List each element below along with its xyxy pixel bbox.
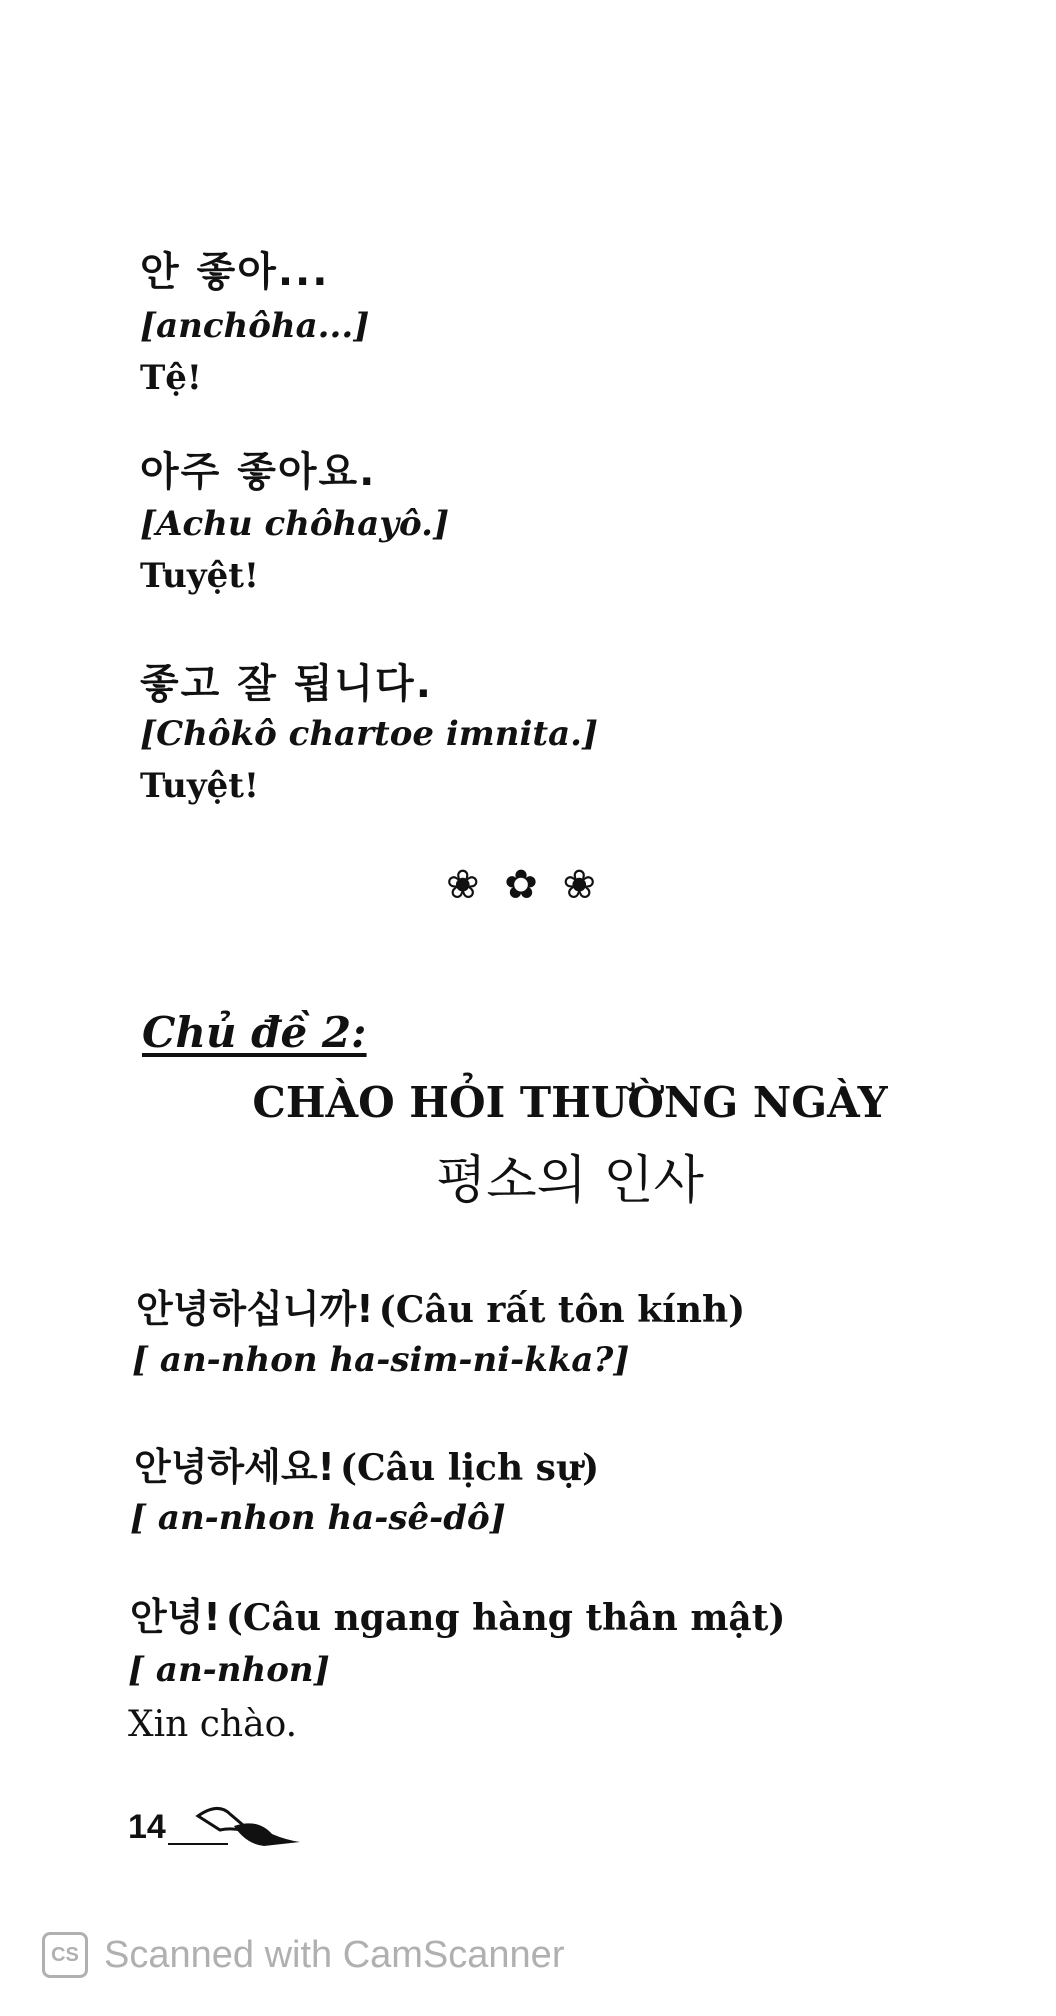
phrase-vietnamese: Tuyệt! xyxy=(140,556,259,596)
phrase-vietnamese: Tệ! xyxy=(140,358,202,398)
greeting-entry xyxy=(136,1278,745,1333)
topic-korean-title: 평소의 인사 xyxy=(436,1151,704,1211)
page-ornament-icon xyxy=(168,1796,308,1852)
phrase-korean: 안 좋아... xyxy=(140,249,330,295)
topic-label: Chủ đề 2: xyxy=(142,1008,367,1057)
topic-title: CHÀO HỎI THƯỜNG NGÀY xyxy=(252,1078,888,1127)
greeting-entry xyxy=(134,1436,599,1491)
phrase-romanization: [Achu chôhayô.] xyxy=(140,504,450,544)
greeting-note: (Câu ngang hàng thân mật) xyxy=(225,1597,786,1639)
watermark-text: Scanned with CamScanner xyxy=(104,1934,565,1976)
flower-divider-icon: ❀ ✿ ❀ xyxy=(446,862,602,908)
greeting-note: (Câu lịch sự) xyxy=(339,1447,600,1489)
greeting-korean: 안녕하세요! xyxy=(134,1445,335,1489)
greeting-romanization: [ an-nhon ha-sim-ni-kka?] xyxy=(132,1340,630,1380)
greeting-romanization: [ an-nhon ha-sê-dô] xyxy=(130,1498,506,1538)
greeting-note: (Câu rất tôn kính) xyxy=(378,1289,746,1331)
greeting-korean: 안녕하십니까! xyxy=(136,1287,374,1331)
phrase-vietnamese: Tuyệt! xyxy=(140,766,259,806)
phrase-korean: 좋고 잘 됩니다. xyxy=(140,661,433,707)
phrase-romanization: [Chôkô chartoe imnita.] xyxy=(140,714,599,754)
camscanner-logo-icon: CS xyxy=(42,1932,88,1978)
greeting-vietnamese: Xin chào. xyxy=(128,1704,298,1745)
phrase-romanization: [anchôha...] xyxy=(140,306,370,346)
page-number: 14 xyxy=(128,1808,166,1846)
phrase-korean: 아주 좋아요. xyxy=(140,449,377,495)
greeting-korean: 안녕! xyxy=(130,1595,221,1639)
greeting-romanization: [ an-nhon] xyxy=(128,1650,330,1690)
greeting-entry xyxy=(130,1586,785,1641)
